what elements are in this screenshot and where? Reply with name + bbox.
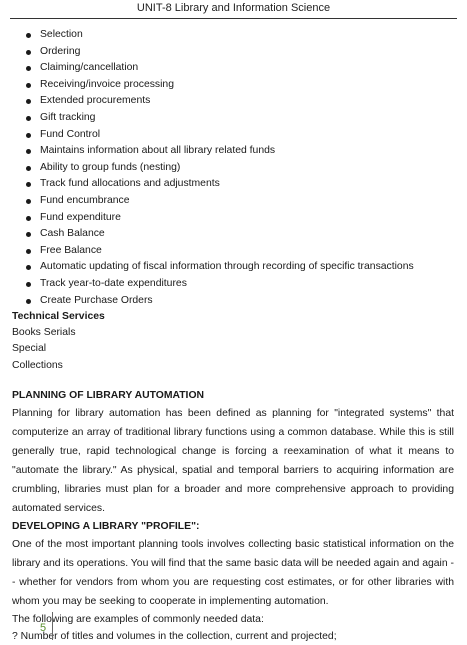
- list-item-text: Fund Control: [40, 128, 101, 140]
- list-item-text: Ordering: [40, 45, 81, 57]
- bullet-icon: [26, 282, 31, 287]
- bullet-icon: [26, 299, 31, 304]
- bullet-icon: [26, 199, 31, 204]
- list-item: [12, 127, 454, 144]
- page-content: [12, 27, 454, 645]
- bullet-icon: [26, 116, 31, 121]
- list-item-text: Extended procurements: [40, 95, 151, 107]
- technical-services-line: Books Serials: [12, 327, 76, 339]
- bullet-icon: [26, 50, 31, 55]
- list-item: [12, 243, 454, 260]
- list-item: [12, 293, 454, 310]
- list-item: [12, 259, 454, 276]
- bullet-icon: [26, 182, 31, 187]
- technical-services-heading: Technical Services: [12, 311, 105, 323]
- list-item-text: Track fund allocations and adjustments: [40, 178, 220, 190]
- page-number: 5: [40, 622, 47, 634]
- list-item: [12, 160, 454, 177]
- list-item: [12, 93, 454, 110]
- section-gap: [12, 374, 454, 388]
- list-item: [12, 77, 454, 94]
- technical-services-line: Collections: [12, 359, 63, 371]
- bullet-icon: [26, 83, 31, 88]
- planning-heading: PLANNING OF LIBRARY AUTOMATION: [12, 389, 205, 401]
- list-item-text: Selection: [40, 29, 83, 40]
- technical-services-line: Special: [12, 343, 47, 355]
- list-item: [12, 226, 454, 243]
- list-item: [12, 44, 454, 61]
- list-item: [12, 176, 454, 193]
- bullet-icon: [26, 133, 31, 138]
- list-item-text: Receiving/invoice processing: [40, 78, 174, 90]
- list-item-text: Fund expenditure: [40, 211, 121, 223]
- list-item: [12, 110, 454, 127]
- bullet-icon: [26, 33, 31, 38]
- bullet-icon: [26, 216, 31, 221]
- list-item-text: Claiming/cancellation: [40, 62, 139, 74]
- list-item-text: Fund encumbrance: [40, 194, 130, 206]
- bullet-icon: [26, 232, 31, 237]
- examples-first-item: ? Number of titles and volumes in the collection, current and projected;: [12, 631, 337, 643]
- bullet-icon: [26, 249, 31, 254]
- list-item-text: Ability to group funds (nesting): [40, 161, 181, 173]
- bullet-icon: [26, 265, 31, 270]
- examples-intro: The following are examples of commonly needed data:: [12, 614, 264, 626]
- header-rule: [10, 18, 457, 19]
- bullet-icon: [26, 149, 31, 154]
- list-item-text: Free Balance: [40, 244, 102, 256]
- list-item-text: Maintains information about all library related funds: [40, 145, 276, 157]
- footer-rule: [52, 612, 53, 640]
- list-item: [12, 60, 454, 77]
- list-item-text: Automatic updating of fiscal information through recording of specific transactions: [40, 261, 414, 273]
- list-item: [12, 143, 454, 160]
- list-item-text: Create Purchase Orders: [40, 294, 153, 306]
- list-item: [12, 27, 454, 44]
- profile-heading: DEVELOPING A LIBRARY "PROFILE":: [12, 521, 200, 533]
- list-item: [12, 193, 454, 210]
- planning-paragraph: Planning for library automation has been defined as planning for "integrated systems" that computerize an array of traditional library functions using a common database. While this is still generally true, rapid technological change is forcing a reexamination of what it means to "automate the library." As physical, spatial and temporal barriers to acquiring information are crumbling, libraries must plan for a broader and more comprehensive approach to providing automated services.: [12, 408, 454, 515]
- list-item-text: Gift tracking: [40, 111, 96, 123]
- list-item-text: Cash Balance: [40, 228, 105, 240]
- list-item-text: Track year-to-date expenditures: [40, 277, 187, 289]
- bullet-icon: [26, 166, 31, 171]
- list-item: [12, 276, 454, 293]
- acquisition-features-list: [12, 27, 454, 309]
- page-header: UNIT-8 Library and Information Science: [136, 2, 331, 14]
- bullet-icon: [26, 99, 31, 104]
- list-item: [12, 210, 454, 227]
- profile-paragraph: One of the most important planning tools involves collecting basic statistical information on the library and its operations. You will find that the same basic data will be needed again and again -- whether for vendors from whom you are requesting cost estimates, or for other libraries with whom you may be seeking to cooperate in implementing automation.: [12, 539, 454, 608]
- bullet-icon: [26, 66, 31, 71]
